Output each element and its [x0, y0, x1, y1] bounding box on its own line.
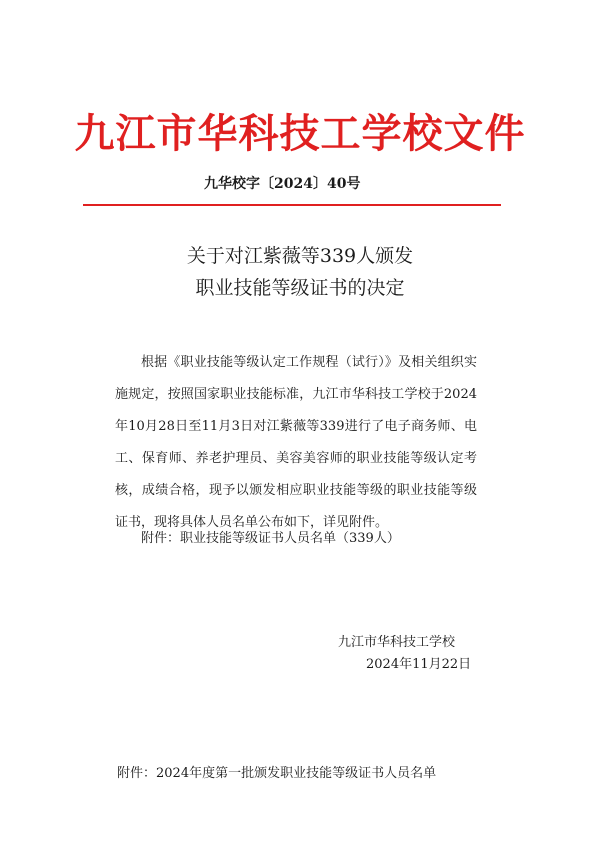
title-line-1: 关于对江紫薇等339人颁发: [186, 245, 414, 267]
signature-date: 2024年11月22日: [366, 657, 472, 672]
document-title: [0, 240, 600, 304]
header-divider: [83, 204, 501, 206]
title-line-2: 职业技能等级证书的决定: [195, 277, 405, 299]
attachment-title: 附件：2024年度第一批颁发职业技能等级证书人员名单: [117, 766, 437, 781]
body-paragraph: 根据《职业技能等级认定工作规程（试行）》及相关组织实施规定，按照国家职业技能标准，九江市华科技工学校于2024年10月28日至11月3日对江紫薇等339进行了电子商务师、电工、保育师、养老护理员、美容美容师的职业技能等级认定考核，成绩合格，现予以颁发相应职业技能等级的职业技能等级证书，现将具体人员名单公布如下，详见附件。: [115, 355, 477, 530]
signature-organization: 九江市华科技工学校: [338, 635, 456, 650]
signature-block: [338, 632, 471, 676]
document-number: 九华校字〔2024〕40号: [204, 176, 361, 192]
attachment-reference: 附件：职业技能等级证书人员名单（339人）: [141, 531, 400, 546]
document-header-title: 九江市华科技工学校文件: [74, 110, 526, 157]
